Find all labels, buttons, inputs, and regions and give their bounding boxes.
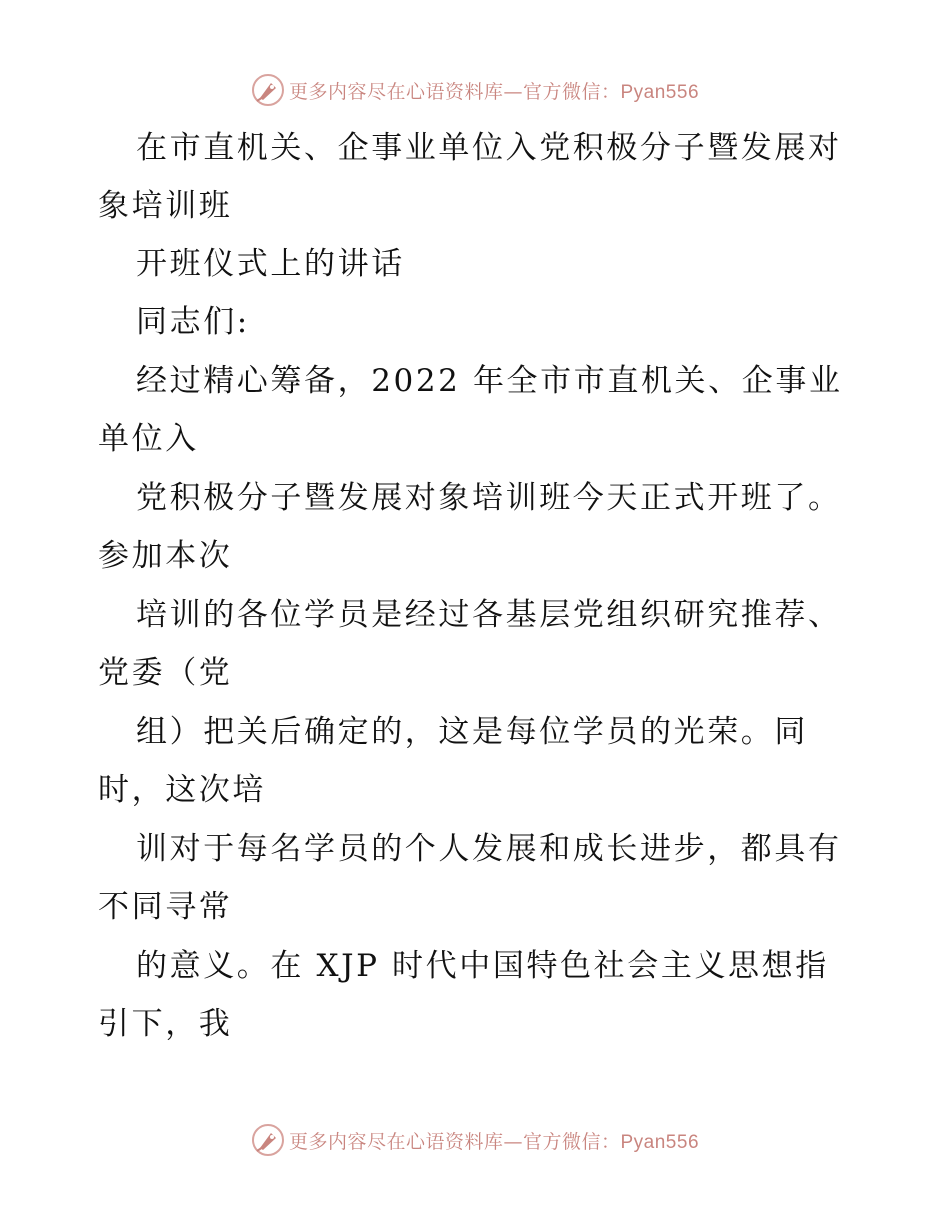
text-line: 党积极分子暨发展对象培训班今天正式开班了。 — [136, 480, 842, 516]
text-line: 训对于每名学员的个人发展和成长进步，都具有 — [136, 831, 842, 867]
pen-nib-logo-icon — [251, 1123, 285, 1157]
text-line: 党委（党 — [98, 655, 233, 691]
text-line: 经过精心筹备，2022 年全市市直机关、企事业 — [136, 363, 843, 399]
text-line: 组）把关后确定的，这是每位学员的光荣。同 — [136, 714, 808, 750]
text-line: 象培训班 — [98, 188, 233, 224]
text-line: 单位入 — [98, 421, 199, 457]
text-line: 培训的各位学员是经过各基层党组织研究推荐、 — [136, 597, 842, 633]
text-line: 开班仪式上的讲话 — [136, 246, 405, 282]
text-line: 参加本次 — [98, 538, 233, 574]
watermark-group — [251, 73, 699, 107]
watermark-dash: — — [503, 1130, 523, 1153]
text-line: 时，这次培 — [98, 772, 266, 808]
watermark-contact: 官方微信：Pyan556 — [523, 1131, 700, 1153]
header-watermark — [0, 72, 950, 108]
watermark-dash: — — [503, 80, 523, 103]
watermark-text — [289, 77, 699, 104]
watermark-title: 更多内容尽在心语资料库 — [288, 1130, 504, 1153]
watermark-text — [289, 1127, 699, 1154]
text-line: 在市直机关、企事业单位入党积极分子暨发展对 — [136, 130, 842, 166]
text-line: 的意义。在 XJP 时代中国特色社会主义思想指 — [136, 948, 829, 984]
text-line: 引下，我 — [98, 1006, 233, 1042]
watermark-title: 更多内容尽在心语资料库 — [288, 80, 504, 103]
text-line: 同志们: — [136, 304, 250, 340]
watermark-contact: 官方微信：Pyan556 — [523, 81, 700, 103]
watermark-group — [251, 1123, 699, 1157]
text-line: 不同寻常 — [98, 889, 233, 925]
footer-watermark — [0, 1122, 950, 1158]
pen-nib-logo-icon — [251, 73, 285, 107]
